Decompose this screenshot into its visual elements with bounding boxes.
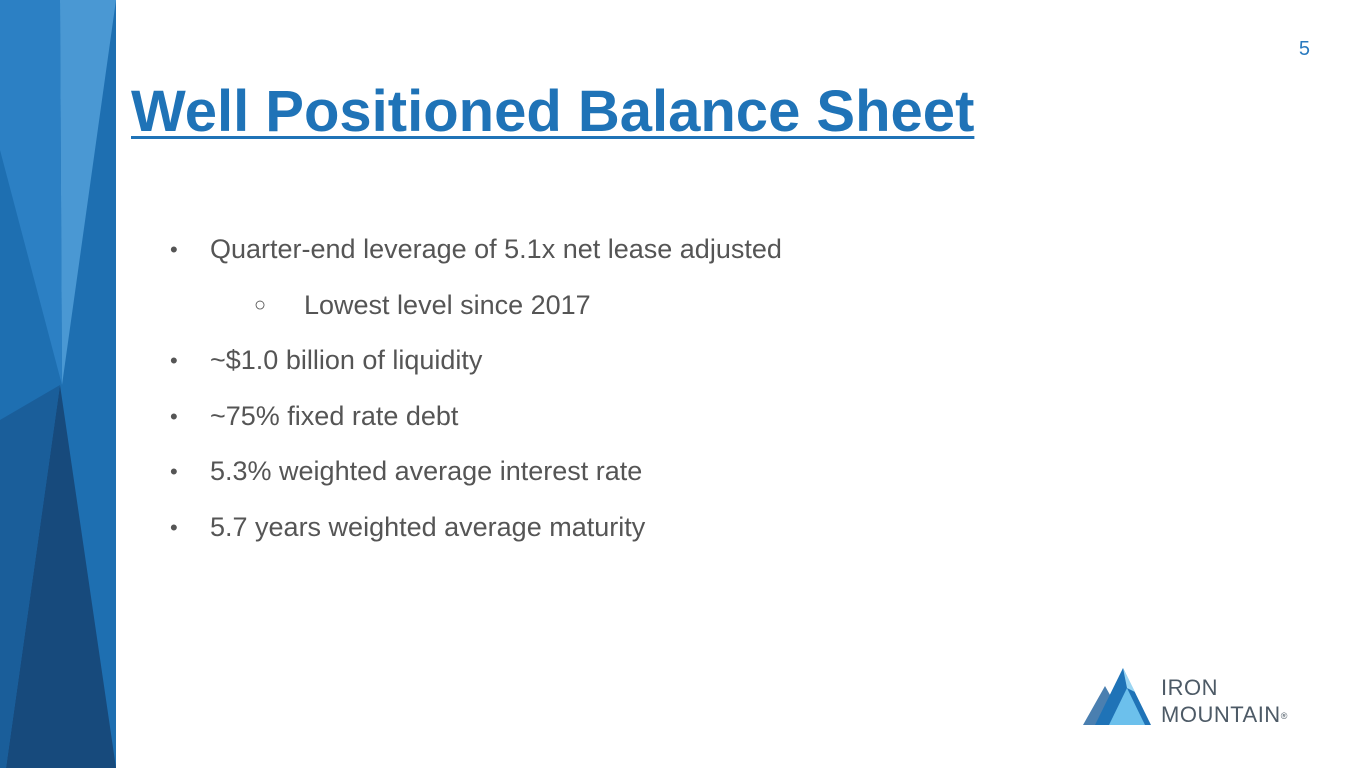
mountain-icon bbox=[1083, 668, 1155, 726]
bullet-marker: • bbox=[170, 403, 178, 429]
bullet-text: ~75% fixed rate debt bbox=[210, 400, 459, 431]
bullet-marker: • bbox=[170, 348, 178, 373]
bullet-marker: • bbox=[170, 237, 178, 262]
logo-line-2 bbox=[1161, 701, 1288, 728]
slide-number: 5 bbox=[1298, 38, 1310, 60]
bullet-marker: • bbox=[170, 514, 178, 540]
slide-title: Well Positioned Balance Sheet bbox=[131, 79, 975, 144]
registered-mark: ® bbox=[1280, 711, 1288, 721]
sub-bullet-marker: ○ bbox=[254, 293, 267, 316]
sub-bullet-text: Lowest level since 2017 bbox=[304, 289, 591, 320]
bullet-text: 5.3% weighted average interest rate bbox=[210, 456, 643, 486]
bullet-text: ~$1.0 billion of liquidity bbox=[210, 345, 483, 375]
bullet-marker: • bbox=[170, 459, 178, 484]
decorative-side-band bbox=[0, 0, 120, 768]
bullet-text: Quarter-end leverage of 5.1x net lease adjusted bbox=[210, 234, 782, 264]
bullet-text: 5.7 years weighted average maturity bbox=[210, 511, 646, 542]
logo-line-1: IRON bbox=[1161, 675, 1218, 700]
logo-line-2-text: MOUNTAIN bbox=[1161, 702, 1281, 727]
logo-wordmark bbox=[1161, 674, 1288, 728]
company-logo bbox=[1083, 668, 1313, 730]
